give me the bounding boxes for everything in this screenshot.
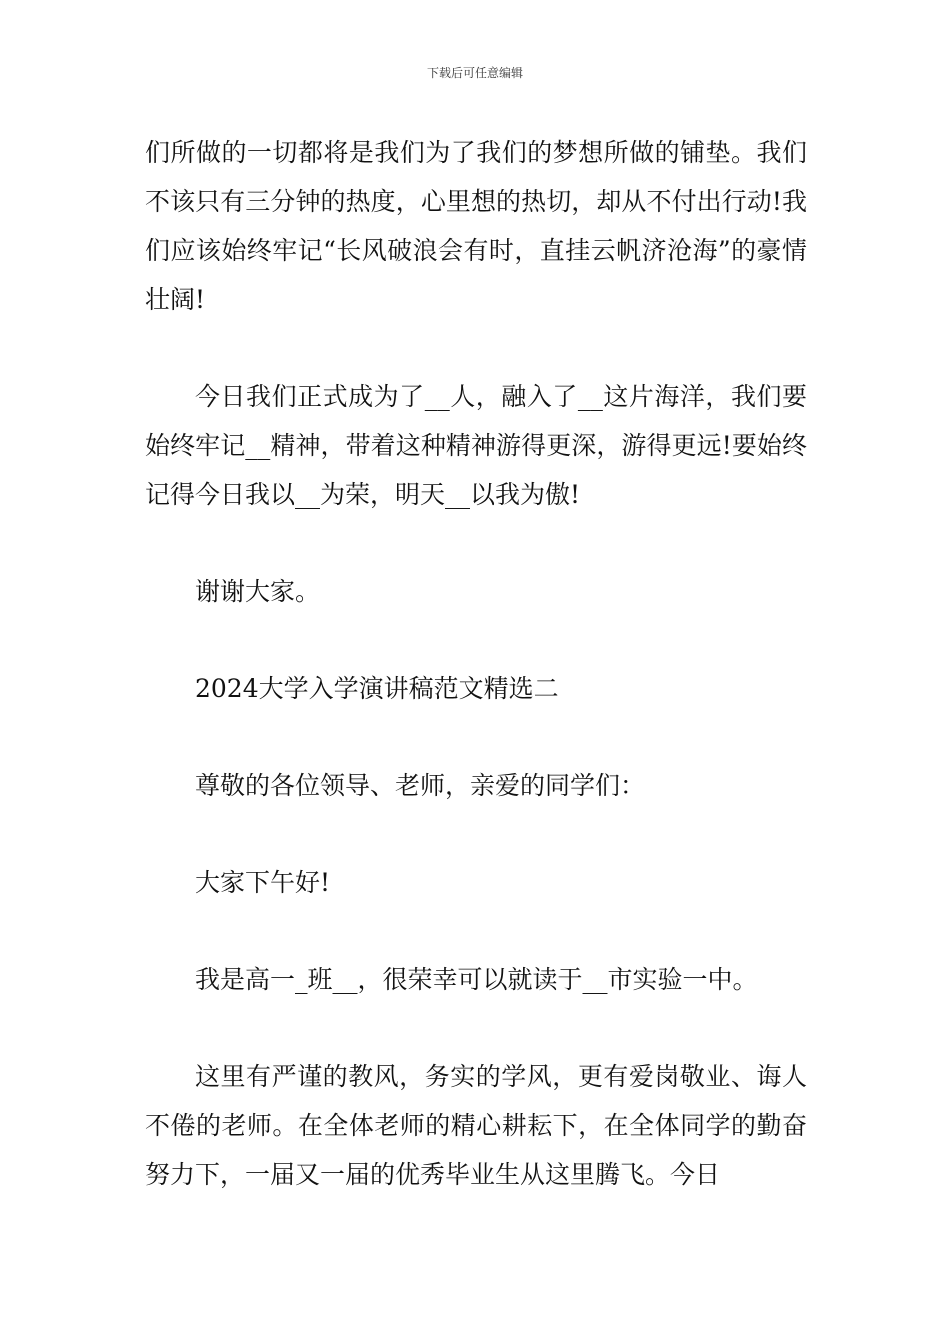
paragraph-3: 谢谢大家。 — [195, 577, 321, 606]
page-header: 下载后可任意编辑 — [426, 66, 523, 80]
document-body — [145, 128, 807, 1199]
paragraph-2: 今日我们正式成为了__人，融入了__这片海洋，我们要始终牢记__精神，带着这种精神游得更深，游得更远!要始终记得今日我以__为荣，明天__以我为傲! — [145, 382, 807, 509]
salutation: 尊敬的各位领导、老师，亲爱的同学们： — [195, 771, 646, 800]
section-title: 2024大学入学演讲稿范文精选二 — [195, 674, 559, 703]
self-introduction: 我是高一_班__，很荣幸可以就读于__市实验一中。 — [195, 965, 758, 994]
paragraph-8: 这里有严谨的教风，务实的学风，更有爱岗敬业、诲人不倦的老师。在全体老师的精心耕耘下，在全体同学的勤奋努力下，一届又一届的优秀毕业生从这里腾飞。今日 — [145, 1062, 807, 1189]
greeting: 大家下午好! — [195, 868, 331, 897]
paragraph-1: 们所做的一切都将是我们为了我们的梦想所做的铺垫。我们不该只有三分钟的热度，心里想的热切，却从不付出行动!我们应该始终牢记“长风破浪会有时，直挂云帆济沧海”的豪情壮阔! — [145, 138, 807, 314]
